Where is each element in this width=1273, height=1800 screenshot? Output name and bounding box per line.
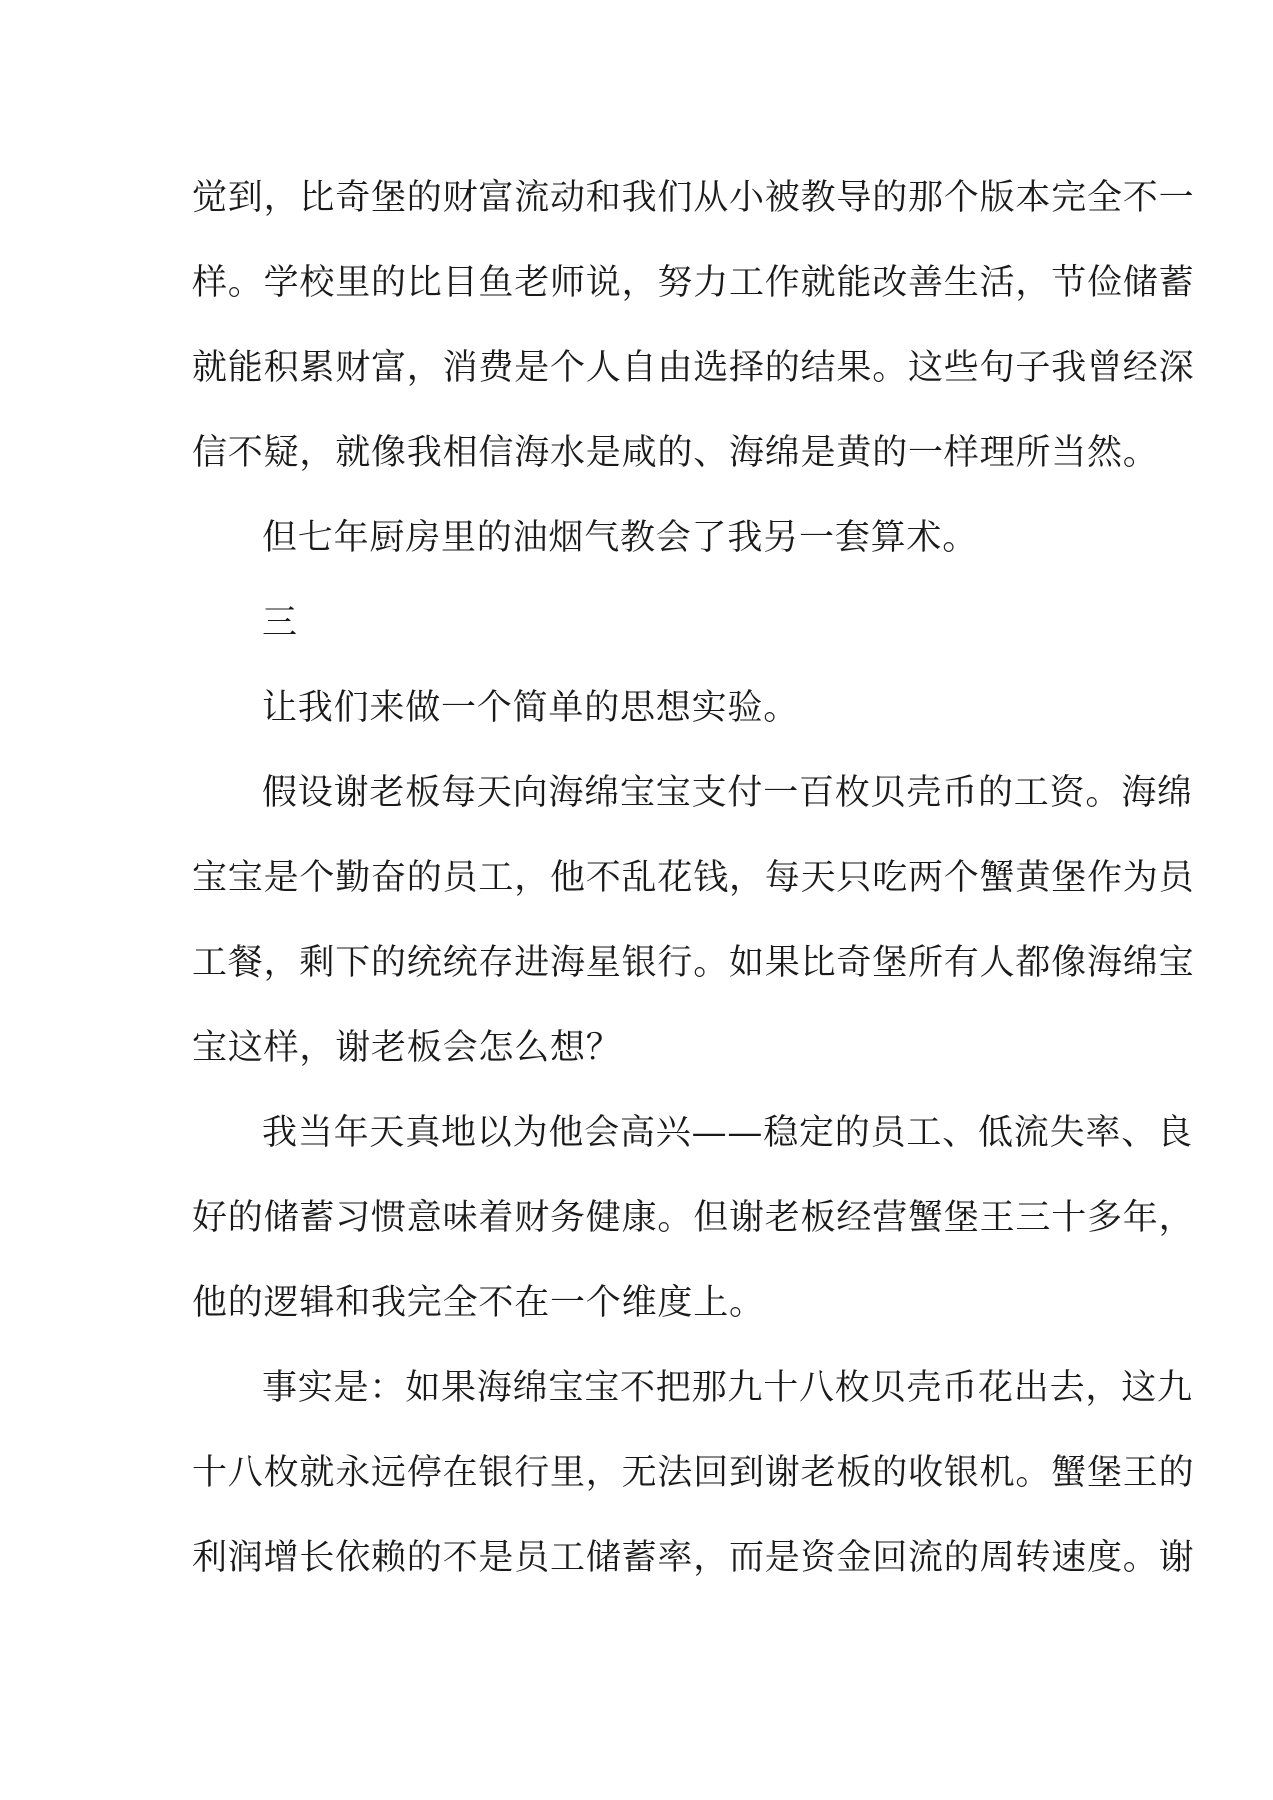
text-line: 好的储蓄习惯意味着财务健康。但谢老板经营蟹堡王三十多年， — [192, 1198, 1195, 1238]
paragraph-2 — [192, 496, 1082, 581]
paragraph-5 — [192, 1091, 1195, 1346]
paragraph-6 — [192, 1346, 1195, 1601]
text-line: 就能积累财富，消费是个人自由选择的结果。这些句子我曾经深 — [192, 348, 1195, 388]
paragraph-3 — [192, 666, 1082, 751]
text-line: 样。学校里的比目鱼老师说，努力工作就能改善生活，节俭储蓄 — [192, 263, 1195, 303]
body-text — [192, 156, 1195, 1601]
text-line: 宝这样，谢老板会怎么想？ — [192, 1028, 622, 1068]
paragraph-1 — [192, 156, 1195, 496]
text-line: 事实是：如果海绵宝宝不把那九十八枚贝壳币花出去，这九 — [262, 1368, 1193, 1408]
paragraph-4 — [192, 751, 1195, 1091]
text-line: 我当年天真地以为他会高兴——稳定的员工、低流失率、良 — [262, 1113, 1193, 1153]
text-line: 他的逻辑和我完全不在一个维度上。 — [192, 1283, 765, 1323]
section-heading — [192, 581, 1082, 666]
text-line: 假设谢老板每天向海绵宝宝支付一百枚贝壳币的工资。海绵 — [262, 773, 1193, 813]
text-line: 信不疑，就像我相信海水是咸的、海绵是黄的一样理所当然。 — [192, 433, 1159, 473]
text-line: 十八枚就永远停在银行里，无法回到谢老板的收银机。蟹堡王的 — [192, 1453, 1195, 1493]
text-line: 让我们来做一个简单的思想实验。 — [262, 688, 800, 728]
text-line: 利润增长依赖的不是员工储蓄率，而是资金回流的周转速度。谢 — [192, 1538, 1195, 1578]
text-line: 但七年厨房里的油烟气教会了我另一套算术。 — [262, 518, 979, 558]
section-number: 三 — [262, 603, 298, 643]
text-line: 工餐，剩下的统统存进海星银行。如果比奇堡所有人都像海绵宝 — [192, 943, 1195, 983]
text-line: 宝宝是个勤奋的员工，他不乱花钱，每天只吃两个蟹黄堡作为员 — [192, 858, 1195, 898]
text-line: 觉到，比奇堡的财富流动和我们从小被教导的那个版本完全不一 — [192, 178, 1195, 218]
